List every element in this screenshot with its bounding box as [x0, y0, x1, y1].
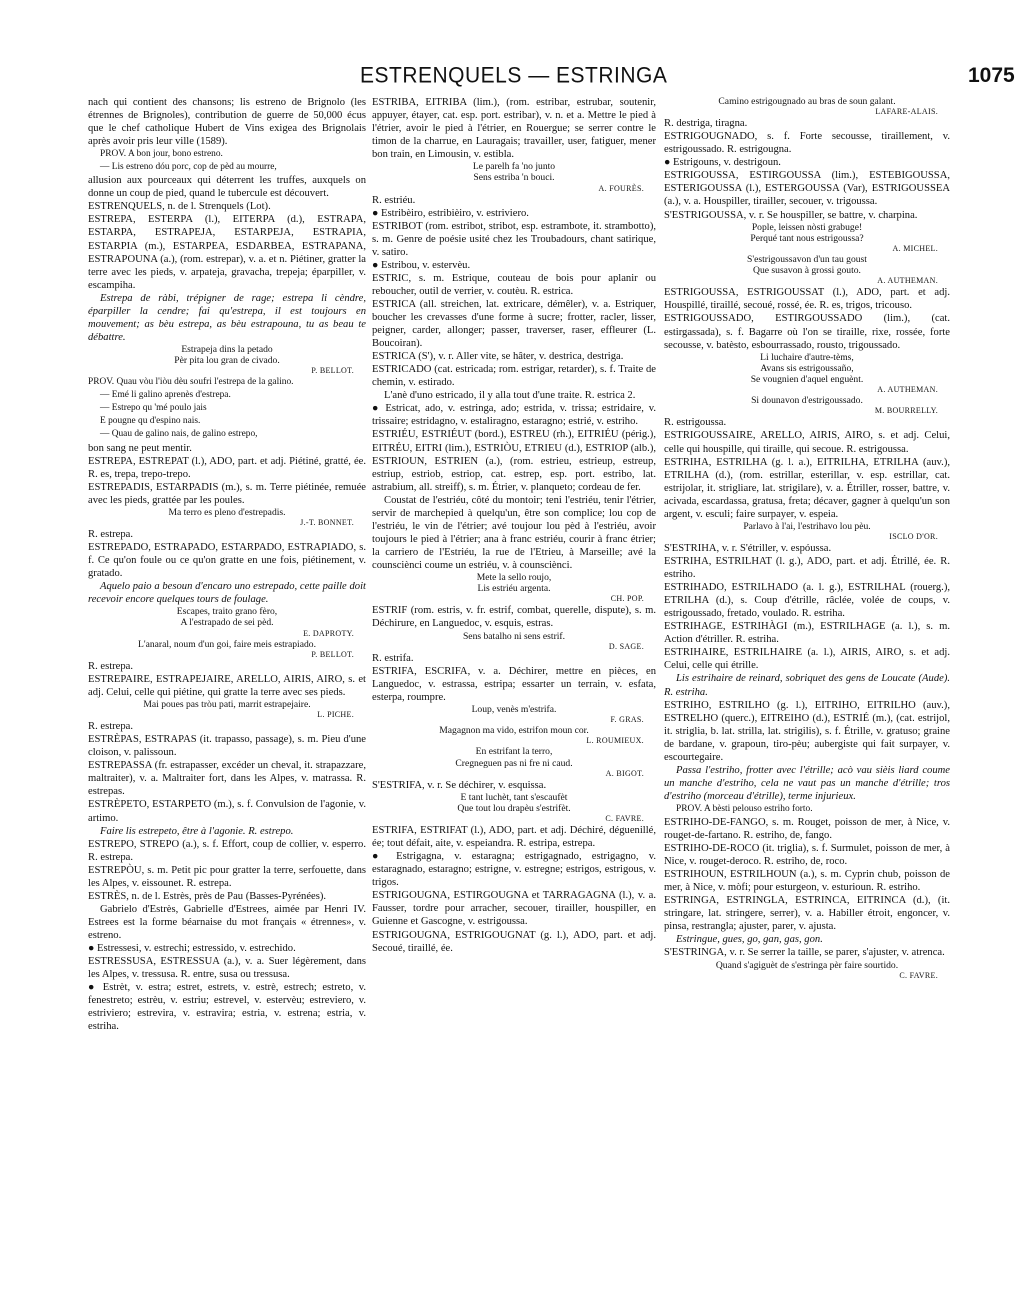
cross-reference: ● Estressesi, v. estrechi; estressido, v. estrechido. [88, 943, 296, 954]
entry-example: Lis estrihaire de reinard, sobriquet des gens de Loucate (Aude). R. estriha. [664, 673, 950, 698]
entry: S'ESTRINGA, v. r. Se serrer la taille, se parer, s'ajuster, v. atrenca. [664, 947, 945, 959]
proverb: — Emé li galino aprenès d'estrepa. [100, 390, 231, 401]
citation: D. SAGE. [608, 641, 644, 651]
proverb: PROV. A bon jour, bono estreno. [100, 149, 223, 160]
entry: ESTREPA, ESTERPA (l.), EITERPA (d.), ESTRAPA, ESTARPA, ESTRAPEJA, ESTARPEJA, ESTRAPIA, ESTARPIA (m.), ESTARPEA, ESDARBEA, ESTRAPANA, ESTRAPOUNA (a.), (rom. estrepar), v. a. et n. Piétiner, gratter la terre avec les pieds, v. arpateja, gravacha, trepeja; éparpiller, v. escampiha. [88, 214, 366, 291]
verse-line: Mai poues pas tròu pati, marrit estrapejaire. [143, 699, 311, 710]
verse-line: Sens batalho ni sens estrif. [462, 630, 566, 642]
entry: ESTRICA (all. streichen, lat. extricare, démêler), v. a. Estriquer, boucher les crevasses d'une forme à sucre; frotter, racler, lisser, peigner, carder, allonger; passer, traverser, raser, effleurer (L. Boucoiran). [372, 299, 656, 350]
entry-text: nach qui contient des chansons; lis estreno de Brignolo (les étrennes de Brignoles), contribution de guerre de 50,000 écus que le chef catholique Hubert de Vins exigea des Brignolais après avoir pris leur ville (1589). [88, 97, 366, 148]
proverb: — Lis estreno dóu porc, cop de pèd au mourre, [100, 162, 277, 173]
citation: A. AUTHEMAN. [877, 276, 938, 286]
verse-line: Se vougnien d'aquel enguènt. [750, 374, 864, 386]
proverb: E pougne qu d'espino nais. [100, 416, 201, 427]
entry-example: Coustat de l'estriéu, côté du montoir; teni l'estriéu, tenir l'étrier, servir de marchepied à quelqu'un, être son complice; lou cop de l'estriéu, le vin de l'étrier; avé toujour lou pèd à l'estriéu, avoir toujours le pied à l'étrier; ana à franc estriéu, courir à franc étrier; la carriero de l'Estriéu, la rue de l'Etrieu, à Marseille; avé la counsciènci coume un estriéu, v. à counsciènci. [372, 494, 656, 571]
entry: ESTRESSUSA, ESTRESSUA (a.), v. a. Suer légèrement, dans les Alpes, v. tressusa. R. entre, susa ou tressusa. [88, 956, 366, 981]
column-left [88, 96, 366, 1033]
entry-example: Aquelo paio a besoun d'encaro uno estrepado, cette paille doit recevoir encore quelques tours de foulage. [88, 581, 366, 606]
verse-line: A l'estrapado de sei pèd. [180, 617, 274, 629]
entry: ESTRIHAGE, ESTRIHÀGI (m.), ESTRILHAGE (a. l.), s. m. Action d'étriller. R. estriha. [664, 621, 950, 646]
verse-line: Camino estrigougnado au bras de soun galant. [718, 96, 896, 107]
proverb: — Estrepo qu 'mé poulo jais [100, 403, 207, 414]
cross-reference: ● Estrigagna, v. estaragna; estrigagnado, estrigagno, v. estaragnado, estaragno; estrigne, v. estregne; estrigos, estrigous, v. trigos. [372, 851, 656, 889]
entry: ESTRIGOUSSA, ESTIRGOUSSA (lim.), ESTEBIGOUSSA, ESTERIGOUSSA (l.), ESTERGOUSSA (Var), ESTRIGOUSSEA (a.), v. a. Houspiller, tirailler, secouer, v. trigoussa. [664, 170, 950, 208]
entry-example: Gabrielo d'Estrès, Gabrielle d'Estrees, aimée par Henri IV. Estrees est la forme béarnaise du mot français « étrennes», v. estreno. [88, 903, 366, 941]
verse-line: E tant luchèt, tant s'escaufèt [460, 791, 568, 803]
entry-example: Faire lis estrepeto, être à l'agonie. R. estrepo. [100, 825, 294, 837]
entry: ESTRIHO-DE-ROCO (it. triglia), s. f. Surmulet, poisson de mer, à Nice, v. rouget-deroco. R. estriho, de, roco. [664, 843, 950, 868]
citation: C. FAVRE. [899, 970, 938, 980]
verse-line: Quand s'agiguèt de s'estringa pèr faire sourtido. [715, 959, 899, 971]
entry-example: Passa l'estriho, frotter avec l'étrille; acò vau sièis liard coume un manche d'estriho, cela ne vaut pas un manche d'étrille; tros d'estriho (morceau d'étrille), terme injurieux. [664, 764, 950, 802]
verse-line: Cregneguen pas ni fre ni caud. [455, 757, 573, 769]
verse-line: Estrapeja dins la petado [181, 343, 273, 355]
column-middle [372, 96, 656, 955]
entry: ESTRIHOUN, ESTRILHOUN (a.), s. m. Cyprin chub, poisson de mer, à Nice, v. mòfi; pour esturgeon, v. esturioun. R. estriho. [664, 869, 950, 894]
verse-line: Parlavo à l'ai, l'estrihavo lou pèu. [743, 520, 871, 532]
proverb: PROV. A bèsti pelouso estriho forto. [676, 803, 813, 814]
entry: ESTRÈS, n. de l. Estrès, près de Pau (Basses-Pyrénées). [88, 890, 327, 902]
entry: ESTRIGOUSSAIRE, ARELLO, AIRIS, AIRO, s. et adj. Celui, celle qui houspille, qui tiraille, qui secoue. R. estrigoussa. [664, 430, 950, 455]
entry: ESTREPO, STREPO (a.), s. f. Effort, coup de collier, v. esperro. R. estrepa. [88, 838, 366, 863]
verse-line: L'anaral, noum d'un goi, faire meis estrapiado. [138, 638, 316, 650]
verse-line: Que susavon à grossi gouto. [753, 265, 861, 277]
verse-line: Perqué tant nous estrigoussa? [750, 232, 864, 244]
entry: ESTREPÒU, s. m. Petit pic pour gratter la terre, serfouette, dans les Alpes, v. eissounet. R. estrepa. [88, 864, 366, 889]
entry: ESTRIHO, ESTRILHO (g. l.), EITRIHO, EITRILHO (auv.), ESTRELHO (querc.), EITREIHO (d.), ESTRIÉ (m.), (cat. estrijol, it. striglia, b. lat. strilla, lat. strigilis), s. f. Étrille, v. gratuso; graine de bardane, v. grapoun, tiro-pèu; aubergiste qui fait surpayer, v. escourtegaire. [664, 699, 950, 763]
column-right [664, 96, 950, 981]
etymology: R. estrepa. [88, 721, 134, 733]
verse-line: Que tout lou drapèu s'estrifèt. [457, 802, 571, 814]
citation: M. BOURRELLY. [874, 406, 938, 416]
verse-line: S'estrigoussavon d'un tau goust [747, 253, 867, 265]
entry: ESTRIHA, ESTRILHAT (l. g.), ADO, part. et adj. Étrillé, ée. R. estriho. [664, 556, 950, 581]
entry: S'ESTRIGOUSSA, v. r. Se houspiller, se battre, v. charpina. [664, 209, 918, 221]
citation: LAFARE-ALAIS. [875, 107, 938, 117]
etymology: R. estriéu. [372, 194, 416, 206]
verse-line: Loup, venès m'estrifa. [471, 703, 557, 715]
entry: ESTREPA, ESTREPAT (l.), ADO, part. et adj. Piétiné, gratté, ée. R. es, trepa, trepo-trepo. [88, 455, 366, 480]
verse-line: Le parelh fa 'no junto [472, 161, 556, 173]
etymology: R. destriga, tiragna. [664, 118, 748, 130]
verse-line: Pèr pita lou gran de civado. [174, 355, 280, 367]
citation: CH. POP. [610, 594, 644, 604]
citation: J.-T. BONNET. [300, 517, 354, 527]
verse-line: Sens estriba 'n bouci. [473, 172, 555, 184]
proverb: PROV. Quau vòu l'iòu dèu soufri l'estrepa de la galino. [88, 377, 294, 388]
verse-line: Lis estriéu argenta. [477, 583, 551, 595]
citation: P. BELLOT. [311, 649, 354, 659]
entry: ESTRIGOUGNADO, s. f. Forte secousse, tiraillement, v. estrigoussado. R. estrigougna. [664, 131, 950, 156]
entry: ESTRIBA, EITRIBA (lim.), (rom. estribar, estrubar, soutenir, appuyer, étayer, cat. esp. port. estribar), v. n. et a. Mettre le pied à l'étrier, avoir le pied à l'étrier, en Rouergue; se serrer contre le timon de la charrue, en Lauragais; travailler, user, fatiguer, mener bon train, en Limousin, v. estibla. [372, 97, 656, 161]
verse-line: Avans sis estrigoussaño, [760, 362, 854, 374]
cross-reference: ● Estrigouns, v. destrigoun. [664, 157, 781, 169]
verse-line: Li luchaire d'autre-tèms, [760, 351, 854, 363]
citation: A. AUTHEMAN. [877, 385, 938, 395]
entry: ESTREPADO, ESTRAPADO, ESTARPADO, ESTRAPIADO, s. f. Ce qu'on foule ou ce qu'on gratte en une fois, piétinement, v. gratado. [88, 542, 366, 580]
cross-reference: ● Estribou, v. estervèu. [372, 259, 471, 271]
entry: ESTRIGOUGNA, ESTIRGOUGNA et TARRAGAGNA (l.), v. a. Fausser, tordre pour arracher, secouer, tirailler, houspiller, en Guienne et Gascogne, v. estrigoussa. [372, 890, 656, 928]
citation: F. GRAS. [610, 715, 644, 725]
entry: ESTRIFA, ESTRIFAT (l.), ADO, part. et adj. Déchiré, déguenillé, ée; tout défait, aite, v. espeiandra. R. estripa, estrepa. [372, 825, 656, 850]
entry-example: Estrepa de ràbi, trépigner de rage; estrepa li cèndre, éparpiller la cendre; fai qu'estrepa, il est toujours en mouvement; as bèu estrepa, as bèu estrapouna, tu as beau te débattre. [88, 292, 366, 343]
running-header [0, 62, 1024, 94]
entry: ESTRÈPAS, ESTRAPAS (it. trapasso, passage), s. m. Pieu d'une cloison, v. palissoun. [88, 734, 366, 759]
entry-text: bon sang ne peut mentir. [88, 442, 192, 454]
proverb: — Quau de galino nais, de galino estrepo, [100, 429, 258, 440]
entry: ESTRIGOUGNA, ESTRIGOUGNAT (g. l.), ADO, part. et adj. Secoué, tiraillé, ée. [372, 929, 656, 954]
entry: ESTREPAIRE, ESTRAPEJAIRE, ARELLO, AIRIS, AIRO, s. et adj. Celui, celle qui piétine, qui gratte la terre avec ses pieds. [88, 673, 366, 698]
entry: ESTRIHADO, ESTRILHADO (a. l. g.), ESTRILHAL (rouerg.), ETRILHA (d.), s. Coup d'étrille, râclée, volée de coups, v. estrigoussado, fretado, voulado. R. estriha. [664, 582, 950, 620]
cross-reference: ● Estricat, ado, v. estringa, ado; estrida, v. trissa; estridaire, v. trissaire; estridagno, v. estaliragno, estaragno; estrié, v. estriho. [372, 403, 656, 428]
verse-line: En estrifant la terro, [475, 746, 553, 758]
citation: A. BIGOT. [605, 768, 644, 778]
entry: ESTRIF (rom. estris, v. fr. estrif, combat, querelle, dispute), s. m. Déchirure, en Languedoc, v. esquis, estras. [372, 605, 656, 630]
verse-line: Ma terro es pleno d'estrepadis. [168, 506, 286, 518]
entry-example: Estringue, gues, go, gan, gas, gon. [676, 934, 823, 946]
entry: S'ESTRIFA, v. r. Se déchirer, v. esquissa. [372, 779, 547, 791]
verse-line: Escapes, traito grano fèro, [176, 606, 278, 618]
etymology: R. estrepa. [88, 528, 134, 540]
verse-line: Si dounavon d'estrigoussado. [751, 395, 863, 407]
entry: ESTRIHAIRE, ESTRILHAIRE (a. l.), AIRIS, AIRO, s. et adj. Celui, celle qui étrille. [664, 647, 950, 672]
entry: ESTRIFA, ESCRIFA, v. a. Déchirer, mettre en pièces, en Languedoc, v. estrassa, estripa; essarter un terrain, v. esfata, esterpa, roumpre. [372, 665, 656, 703]
citation: A. MICHEL. [892, 243, 938, 253]
entry: ESTRIC, s. m. Estrique, couteau de bois pour aplanir ou reboucher, outil de verrier, v. coutèu. R. estrica. [372, 272, 656, 297]
entry: ESTRIHO-DE-FANGO, s. m. Rouget, poisson de mer, à Nice, v. rouget-de-fartano. R. estriho, de, fango. [664, 817, 950, 842]
entry-example: L'anè d'uno estricado, il y alla tout d'une traite. R. estrica 2. [384, 390, 636, 402]
etymology: R. estrifa. [372, 652, 414, 664]
cross-reference: ● Estrèt, v. estra; estret, estrets, v. estrè, estrech; estreto, v. fenestreto; estrèu, v. estriu; estrevel, v. estervèu; estreviero, v. estriviero; estrevira, v. estravira; estria, v. estrena; estria, v. estriha. [88, 982, 366, 1033]
etymology: R. estrigoussa. [664, 417, 727, 429]
entry: ESTRIHA, ESTRILHA (g. l. a.), EITRILHA, ETRILHA (auv.), ETRILHA (d.), (rom. estrillar, esterillar, v. esp. estrillar, cat. estrijolar, it. strigliare, lat. strigilare), v. a. Étriller, rosser, battre, v. acivada, escardassa, gratusa, freta; décaver, gagner à quelqu'un son argent, v. esculi; faire surpayer, v. espeia. [664, 456, 950, 520]
entry: ESTRENQUELS, n. de l. Strenquels (Lot). [88, 201, 271, 213]
entry: S'ESTRIHA, v. r. S'étriller, v. espóussa. [664, 543, 832, 555]
etymology: R. estrepa. [88, 660, 134, 672]
verse-line: Mete la sello roujo, [476, 572, 552, 583]
citation: ISCLO D'OR. [889, 532, 938, 542]
citation: A. FOURÈS. [598, 183, 644, 193]
entry: ESTRÈPETO, ESTARPETO (m.), s. f. Convulsion de l'agonie, v. artimo. [88, 799, 366, 824]
page-title: ESTRENQUELS — ESTRINGA [360, 63, 668, 88]
entry-text: allusion aux pourceaux qui déterrent les truffes, auxquels on donne un coup de pied, quand le tubercule est découvert. [88, 175, 366, 200]
entry: ESTRIBOT (rom. estribot, stribot, esp. estrambote, it. strambotto), s. m. Genre de poésie usité chez les Troubadours, chant satirique, v. satiro. [372, 220, 656, 258]
entry: ESTRICA (S'), v. r. Aller vite, se hâter, v. destrica, destriga. [372, 351, 624, 363]
entry: ESTREPADIS, ESTARPADIS (m.), s. m. Terre piétinée, remuée avec les pieds, grattée par les poules. [88, 481, 366, 506]
entry: ESTRIGOUSSADO, ESTIRGOUSSADO (lim.), (cat. estirgassada), s. f. Bagarre où l'on se tiraille, rixe, rossée, forte secousse, v. batèsto, esbourrassado, rousto, trigoussado. [664, 313, 950, 351]
verse-line: Pople, leissen nòsti grabuge! [751, 221, 863, 233]
page-number: 1075 [968, 64, 1015, 87]
entry: ESTRICADO (cat. estricada; rom. estrigar, retarder), s. f. Traite de chemin, v. estirado. [372, 364, 656, 389]
entry: ESTRIÉU, ESTRIÉUT (bord.), ESTREU (rh.), EITRIÉU (périg.), EITRÉU, EITRI (lim.), ESTRIÒU, ETRIEU (d.), ESTRIOP (alb.), ESTRIOUN, ESTRIEN (a.), (rom. estrieu, estrieup, estreup, estriup, estriob, estriop, cat. estrep, esp. port. estribo, lat. astrabium, all. streiff), s. m. Étrier, v. planqueto; cordeau de fer. [372, 429, 656, 493]
citation: L. ROUMIEUX. [586, 736, 644, 746]
entry: ESTRIGOUSSA, ESTRIGOUSSAT (l.), ADO, part. et adj. Houspillé, tiraillé, secoué, rossé, ée. R. es, trigos, tricouso. [664, 287, 950, 312]
citation: E. DAPROTY. [303, 628, 354, 638]
citation: L. PICHE. [317, 710, 354, 720]
entry: ESTREPASSA (fr. estrapasser, excéder un cheval, it. strapazzare, maltraiter), v. a. Maltraiter fort, dans les Alpes, v. matrassa. R. estrepas. [88, 760, 366, 798]
entry: ESTRINGA, ESTRINGLA, ESTRINCA, EITRINCA (d.), (it. stringare, lat. stringere, serrer), v. a. Habiller étroit, engoncer, v. pinsa, restrangla; ajuster, parer, v. ajusta. [664, 895, 950, 933]
citation: P. BELLOT. [311, 366, 354, 376]
verse-line: Magagnon ma vido, estrifon moun cor. [439, 725, 589, 737]
cross-reference: ● Estribèiro, estribièiro, v. estriviero. [372, 207, 529, 219]
citation: C. FAVRE. [605, 814, 644, 824]
